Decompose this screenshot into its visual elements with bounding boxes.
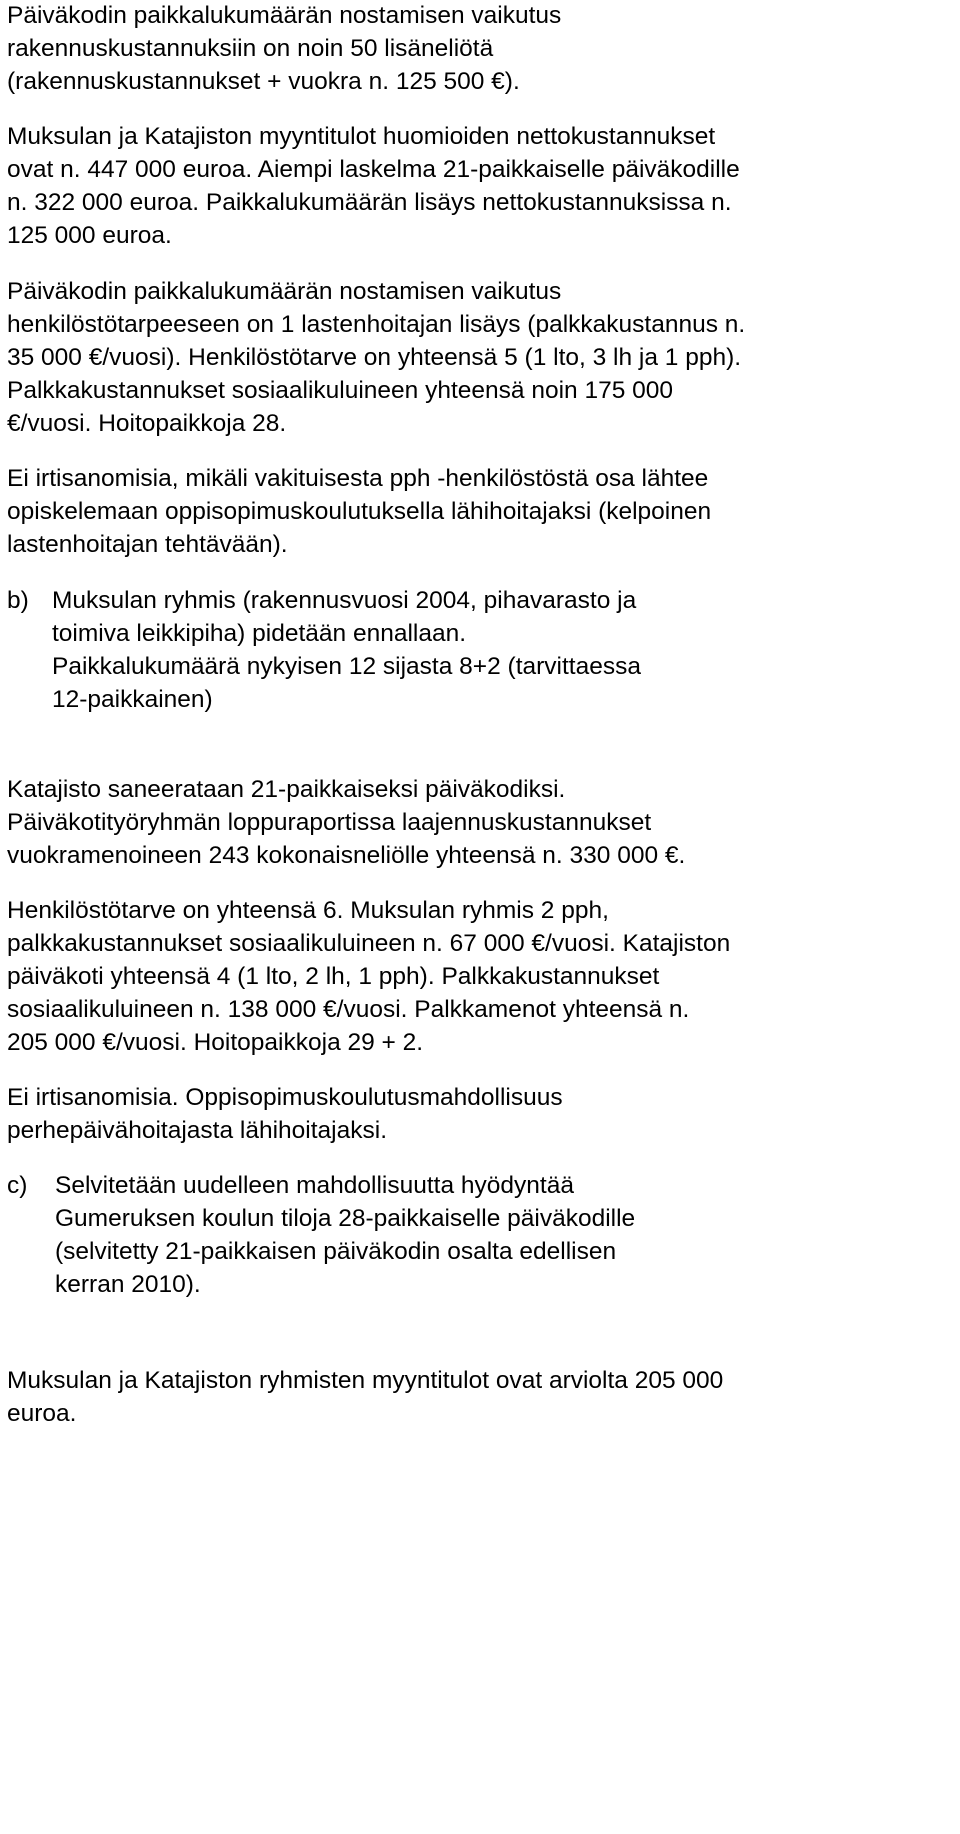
text-line: Katajisto saneerataan 21-paikkaiseksi päiväkodiksi. [7,776,566,803]
text-line: lastenhoitajan tehtävään). [7,531,288,558]
text-line: 35 000 €/vuosi). Henkilöstötarve on yhteensä 5 (1 lto, 3 lh ja 1 pph). [7,344,742,371]
text-line: päiväkoti yhteensä 4 (1 lto, 2 lh, 1 pph). Palkkakustannukset [7,963,660,990]
text-line: Päiväkodin paikkalukumäärän nostamisen vaikutus [7,2,562,29]
list-item-label: c) [7,1172,28,1199]
text-line: Henkilöstötarve on yhteensä 6. Muksulan ryhmis 2 pph, [7,897,609,924]
text-line: Päiväkodin paikkalukumäärän nostamisen vaikutus [7,278,562,305]
list-item-label: b) [7,587,29,614]
list-item-line: (selvitetty 21-paikkaisen päiväkodin osalta edellisen [55,1238,617,1265]
text-line: 125 000 euroa. [7,222,172,249]
text-line: 205 000 €/vuosi. Hoitopaikkoja 29 + 2. [7,1029,424,1056]
list-item-line: kerran 2010). [55,1271,201,1298]
text-line: vuokramenoineen 243 kokonaisneliölle yhteensä n. 330 000 €. [7,842,686,869]
text-line: opiskelemaan oppisopimuskoulutuksella lähihoitajaksi (kelpoinen [7,498,712,525]
text-line: Päiväkotityöryhmän loppuraportissa laajennuskustannukset [7,809,652,836]
list-item-line: 12-paikkainen) [52,686,213,713]
text-line: Ei irtisanomisia, mikäli vakituisesta pph -henkilöstöstä osa lähtee [7,465,709,492]
list-item-line: Paikkalukumäärä nykyisen 12 sijasta 8+2 (tarvittaessa [52,653,641,680]
text-line: Palkkakustannukset sosiaalikuluineen yhteensä noin 175 000 [7,377,674,404]
text-line: perhepäivähoitajasta lähihoitajaksi. [7,1117,388,1144]
text-line: euroa. [7,1400,77,1427]
text-line: (rakennuskustannukset + vuokra n. 125 500 €). [7,68,520,95]
text-line: ovat n. 447 000 euroa. Aiempi laskelma 21-paikkaiselle päiväkodille [7,156,740,183]
list-item-line: toimiva leikkipiha) pidetään ennallaan. [52,620,467,647]
text-line: Ei irtisanomisia. Oppisopimuskoulutusmahdollisuus [7,1084,563,1111]
text-line: henkilöstötarpeeseen on 1 lastenhoitajan lisäys (palkkakustannus n. [7,311,746,338]
list-item-line: Selvitetään uudelleen mahdollisuutta hyödyntää [55,1172,574,1199]
text-line: €/vuosi. Hoitopaikkoja 28. [7,410,287,437]
text-line: palkkakustannukset sosiaalikuluineen n. 67 000 €/vuosi. Katajiston [7,930,731,957]
text-line: Muksulan ja Katajiston ryhmisten myyntitulot ovat arviolta 205 000 [7,1367,724,1394]
list-item-line: Gumeruksen koulun tiloja 28-paikkaiselle päiväkodille [55,1205,636,1232]
list-item-line: Muksulan ryhmis (rakennusvuosi 2004, pihavarasto ja [52,587,637,614]
text-line: rakennuskustannuksiin on noin 50 lisäneliötä [7,35,494,62]
text-line: Muksulan ja Katajiston myyntitulot huomioiden nettokustannukset [7,123,716,150]
text-line: n. 322 000 euroa. Paikkalukumäärän lisäys nettokustannuksissa n. [7,189,732,216]
text-line: sosiaalikuluineen n. 138 000 €/vuosi. Palkkamenot yhteensä n. [7,996,690,1023]
